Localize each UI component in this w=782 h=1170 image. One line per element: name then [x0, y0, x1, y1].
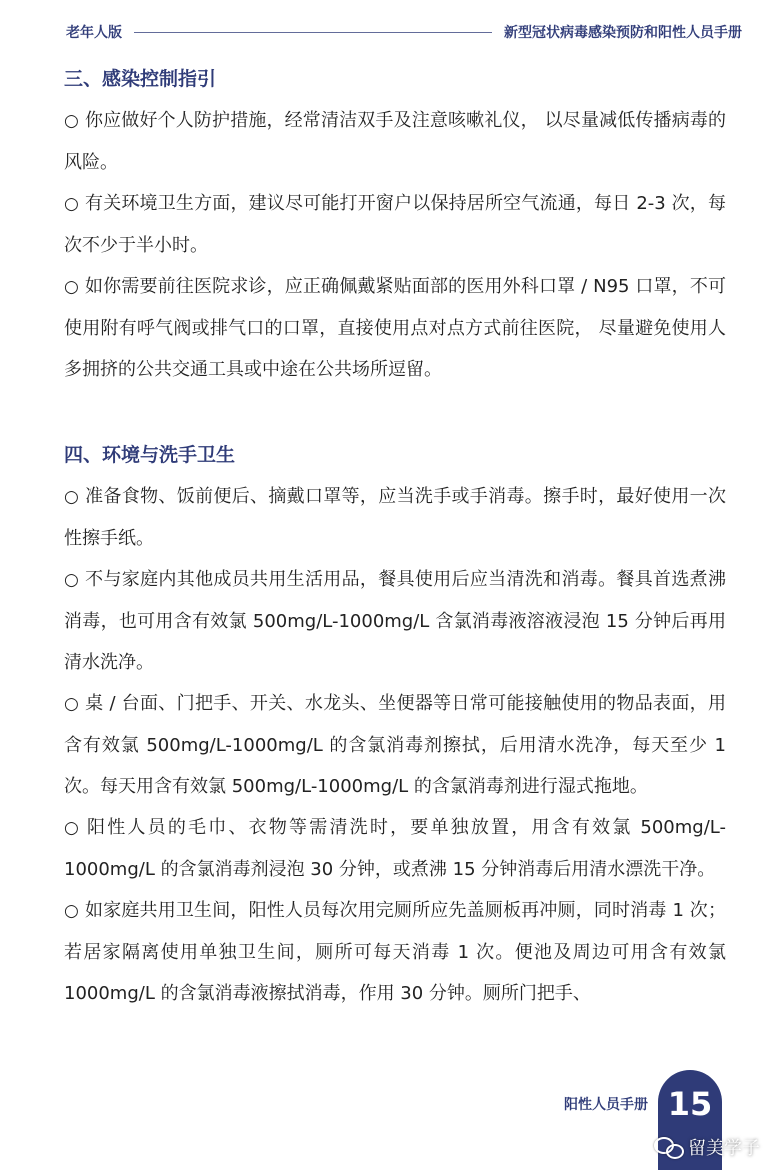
circle-bullet-icon: ○: [64, 277, 79, 297]
paragraph-text: 桌 / 台面、门把手、开关、水龙头、坐便器等日常可能接触使用的物品表面，用含有效氯 500mg/L-1000mg/L 的含氯消毒剂擦拭，后用清水洗净，每天至少 1 次。每天用含有效氯 500mg/L-1000mg/L 的含氯消毒剂进行湿式拖地。: [64, 693, 726, 797]
edition-label: 老年人版: [66, 25, 122, 41]
page-header: [66, 20, 742, 44]
list-item: [64, 266, 726, 390]
section-title-infection-control: 三、感染控制指引: [64, 68, 217, 90]
paragraph-text: 如你需要前往医院求诊，应正确佩戴紧贴面部的医用外科口罩 / N95 口罩，不可使用附有呼气阀或排气口的口罩，直接使用点对点方式前往医院， 尽量避免使用人多拥挤的公共交通工具或中途在公共场所逗留。: [64, 276, 726, 380]
page-number-badge: 15: [658, 1070, 722, 1170]
list-item: [64, 559, 726, 683]
list-item: [64, 807, 726, 890]
circle-bullet-icon: ○: [64, 570, 80, 590]
circle-bullet-icon: ○: [64, 901, 80, 921]
circle-bullet-icon: ○: [64, 194, 80, 214]
paragraph-text: 你应做好个人防护措施，经常清洁双手及注意咳嗽礼仪， 以尽量减低传播病毒的风险。: [64, 110, 727, 173]
paragraph-text: 不与家庭内其他成员共用生活用品，餐具使用后应当清洗和消毒。餐具首选煮沸消毒，也可用含有效氯 500mg/L-1000mg/L 含氯消毒液溶液浸泡 15 分钟后再用清水洗净。: [64, 569, 726, 673]
circle-bullet-icon: ○: [64, 111, 79, 131]
footer-manual-label: 阳性人员手册: [564, 1097, 648, 1113]
list-item: [64, 476, 726, 559]
header-divider: [134, 32, 492, 33]
wechat-icon: [654, 1135, 684, 1159]
paragraph-text: 如家庭共用卫生间，阳性人员每次用完厕所应先盖厕板再冲厕，同时消毒 1 次；若居家隔离使用单独卫生间，厕所可每天消毒 1 次。便池及周边可用含有效氯 1000mg/L 的含氯消毒液擦拭消毒，作用 30 分钟。厕所门把手、: [64, 900, 726, 1004]
paragraph-text: 准备食物、饭前便后、摘戴口罩等，应当洗手或手消毒。擦手时，最好使用一次性擦手纸。: [64, 486, 726, 549]
paragraph-text: 有关环境卫生方面，建议尽可能打开窗户以保持居所空气流通，每日 2-3 次，每次不少于半小时。: [64, 193, 726, 256]
watermark: [654, 1134, 760, 1160]
list-item: [64, 100, 726, 183]
list-item: [64, 890, 726, 1014]
watermark-text: 留美学子: [688, 1138, 760, 1159]
manual-title: 新型冠状病毒感染预防和阳性人员手册: [504, 25, 742, 41]
circle-bullet-icon: ○: [64, 487, 80, 507]
page-footer: [0, 1060, 782, 1170]
section-title-hygiene: 四、环境与洗手卫生: [64, 444, 236, 466]
paragraph-text: 阳性人员的毛巾、衣物等需清洗时，要单独放置，用含有效氯 500mg/L-1000mg/L 的含氯消毒剂浸泡 30 分钟，或煮沸 15 分钟消毒后用清水漂洗干净。: [64, 817, 726, 880]
list-item: [64, 183, 726, 266]
circle-bullet-icon: ○: [64, 694, 80, 714]
circle-bullet-icon: ○: [64, 818, 82, 838]
list-item: [64, 683, 726, 807]
page-body: [64, 58, 726, 1014]
